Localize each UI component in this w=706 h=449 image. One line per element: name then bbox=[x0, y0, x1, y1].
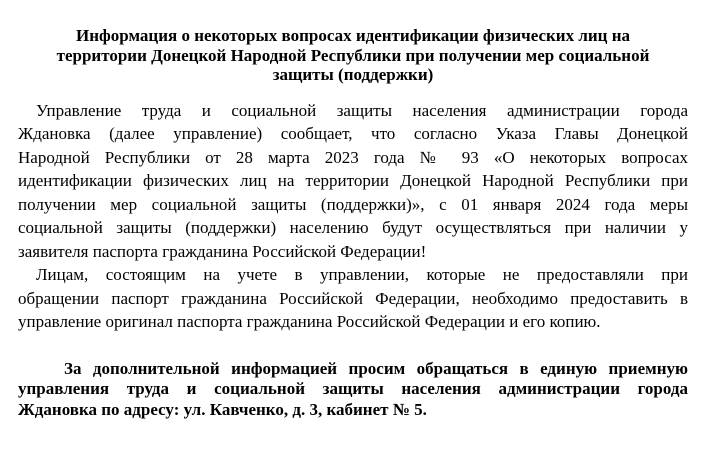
contact-notice bbox=[18, 359, 688, 421]
notice-line: управления труда и социальной защиты населения администрации города bbox=[18, 379, 688, 398]
title-line: Информация о некоторых вопросах идентификации физических лиц на bbox=[75, 26, 631, 45]
title-line: защиты (поддержки) bbox=[272, 65, 434, 84]
paragraph-line: получении мер социальной защиты (поддержки)», с 01 января 2024 года меры bbox=[18, 194, 688, 214]
paragraph-announcement bbox=[18, 99, 688, 264]
document-page bbox=[18, 26, 688, 437]
paragraph-line: управление оригинал паспорта гражданина Российской Федерации и его копию. bbox=[18, 312, 601, 331]
notice-line: Ждановка по адресу: ул. Кавченко, д. 3, кабинет № 5. bbox=[18, 399, 427, 419]
paragraph-line: Лицам, состоящим на учете в управлении, которые не предоставляли при bbox=[36, 265, 688, 284]
paragraph-line: идентификации физических лиц на территории Донецкой Народной Республики при bbox=[18, 171, 688, 190]
title-line: территории Донецкой Народной Республики при получении мер социальной bbox=[56, 45, 650, 65]
paragraph-instructions bbox=[18, 263, 688, 334]
paragraph-line: Народной Республики от 28 марта 2023 года № 93 «О некоторых вопросах bbox=[18, 147, 688, 167]
paragraph-line: Управление труда и социальной защиты населения администрации города bbox=[36, 100, 688, 120]
paragraph-line: заявителя паспорта гражданина Российской Федерации! bbox=[18, 241, 427, 261]
paragraph-line: обращении паспорт гражданина Российской Федерации, необходимо предоставить в bbox=[18, 288, 688, 308]
paragraph-line: социальной защиты (поддержки) населению будут осуществляться при наличии у bbox=[18, 218, 688, 237]
document-title bbox=[18, 26, 688, 85]
notice-line: За дополнительной информацией просим обращаться в единую приемную bbox=[64, 358, 688, 378]
paragraph-line: Ждановка (далее управление) сообщает, что согласно Указа Главы Донецкой bbox=[18, 124, 688, 143]
